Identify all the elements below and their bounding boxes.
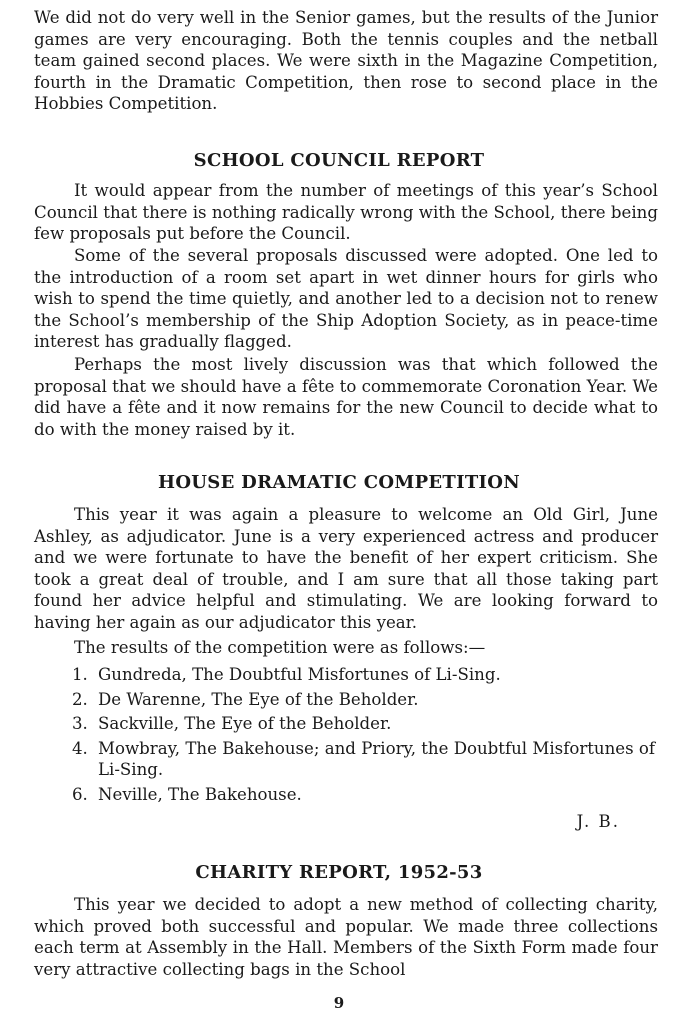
school-council-heading: SCHOOL COUNCIL REPORT — [193, 150, 485, 171]
school-council-paragraph-2: Some of the several proposals discussed were adopted. One led to the introduction of a room set apart in wet dinner hours for girls who wish to spend the time quietly, and another led to a decision not to renew the School’s membership of the Ship Adoption Society, as in peace-time interest has gradually flagged. — [34, 246, 658, 352]
dramatic-paragraph: This year it was again a pleasure to welcome an Old Girl, June Ashley, as adjudicator. June is a very experienced actress and producer and we were fortunate to have the benefit of her expert criticism. She took a great deal of trouble, and I am sure that all those taking part found her advice helpful and stimulating. We are looking forward to having her again as our adjudicator this year. — [34, 505, 658, 632]
page-number: 9 — [333, 994, 345, 1012]
list-item — [34, 664, 658, 686]
dramatic-heading: HOUSE DRAMATIC COMPETITION — [158, 472, 520, 493]
list-item-number: 2. — [72, 689, 88, 709]
list-item-text: Gundreda, The Doubtful Misfortunes of Li-Sing. — [98, 665, 501, 684]
list-item-text: Neville, The Bakehouse. — [98, 784, 302, 804]
list-item-number: 1. — [72, 665, 88, 684]
results-intro: The results of the competition were as follows:— — [74, 638, 486, 657]
charity-heading: CHARITY REPORT, 1952-53 — [195, 862, 483, 883]
list-item — [34, 689, 658, 711]
list-item-text: De Warenne, The Eye of the Beholder. — [98, 689, 419, 709]
list-item — [34, 738, 658, 781]
list-item-number: 6. — [72, 784, 88, 804]
school-council-paragraph-1: It would appear from the number of meetings of this year’s School Council that there is nothing radically wrong with the School, there being few proposals put before the Council. — [34, 181, 658, 244]
list-item-number: 3. — [72, 714, 88, 734]
list-item-text: Sackville, The Eye of the Beholder. — [98, 714, 392, 734]
intro-paragraph: We did not do very well in the Senior games, but the results of the Junior games are very encouraging. Both the tennis couples and the netball team gained second places. We were sixth in the Magazine Competition, fourth in the Dramatic Competition, then rose to second place in the Hobbies Competition. — [34, 8, 658, 114]
list-item — [34, 784, 658, 806]
charity-paragraph: This year we decided to adopt a new method of collecting charity, which proved both successful and popular. We made three collections each term at Assembly in the Hall. Members of the Sixth Form made four very attractive collecting bags in the School — [34, 895, 658, 979]
results-list — [34, 664, 658, 809]
list-item — [34, 713, 658, 735]
list-item-number: 4. — [72, 738, 88, 758]
signature: J. B. — [576, 812, 620, 831]
school-council-paragraph-3: Perhaps the most lively discussion was that which followed the proposal that we should have a fête to commemorate Coronation Year. We did have a fête and it now remains for the new Council to decide what to do with the money raised by it. — [34, 355, 659, 439]
list-item-text: Mowbray, The Bakehouse; and Priory, the Doubtful Misfortunes of Li-Sing. — [98, 738, 656, 780]
